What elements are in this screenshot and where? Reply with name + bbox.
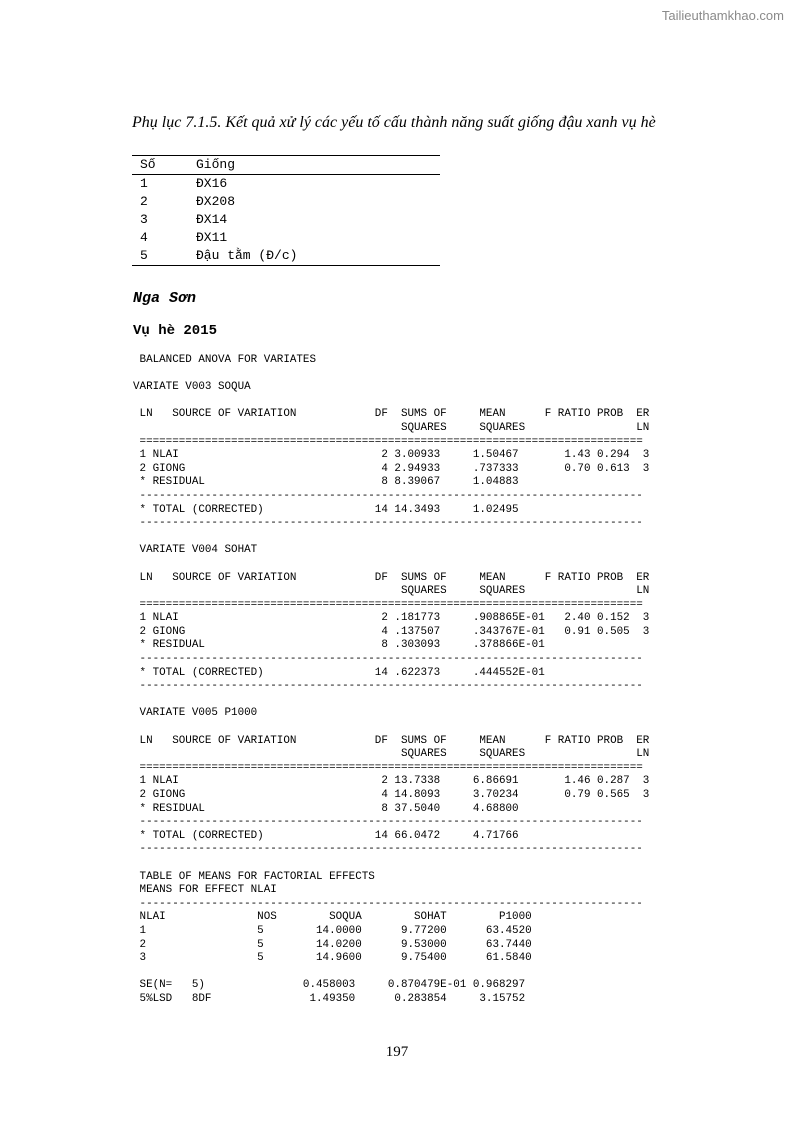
output-line: VARIATE V005 P1000	[133, 707, 258, 720]
row-number: 5	[140, 248, 148, 263]
output-line: 1 NLAI 2 .181773 .908865E-01 2.40 0.152 3	[133, 612, 650, 625]
output-line: LN SOURCE OF VARIATION DF SUMS OF MEAN F RATIO PROB ER	[133, 408, 650, 421]
table-row	[132, 229, 440, 247]
watermark: Tailieuthamkhao.com	[661, 8, 784, 23]
location-heading: Nga Sơn	[133, 290, 197, 307]
output-line: -----------------------------------------------------------------------------	[133, 816, 643, 829]
output-line: -----------------------------------------------------------------------------	[133, 843, 643, 856]
output-line: 1 NLAI 2 3.00933 1.50467 1.43 0.294 3	[133, 449, 650, 462]
output-line: -----------------------------------------------------------------------------	[133, 489, 643, 502]
output-line: =============================================================================	[133, 435, 643, 448]
output-line: LN SOURCE OF VARIATION DF SUMS OF MEAN F RATIO PROB ER	[133, 734, 650, 747]
row-variety: ĐX11	[196, 230, 228, 245]
output-line: -----------------------------------------------------------------------------	[133, 517, 643, 530]
output-line: 5%LSD 8DF 1.49350 0.283854 3.15752	[133, 992, 526, 1005]
season-heading: Vụ hè 2015	[133, 323, 218, 339]
row-variety: ĐX14	[196, 212, 228, 227]
output-line: 3 5 14.9600 9.75400 61.5840	[133, 952, 532, 965]
output-line: * TOTAL (CORRECTED) 14 14.3493 1.02495	[133, 503, 519, 516]
output-line: * TOTAL (CORRECTED) 14 .622373 .444552E-01	[133, 666, 545, 679]
output-line: BALANCED ANOVA FOR VARIATES	[133, 354, 316, 366]
row-number: 4	[140, 230, 148, 245]
row-variety: ĐX16	[196, 176, 228, 191]
output-line: 2 GIONG 4 2.94933 .737333 0.70 0.613 3	[133, 462, 650, 475]
row-variety: Đậu tằm (Đ/c)	[196, 248, 298, 263]
output-line: 2 GIONG 4 14.8093 3.70234 0.79 0.565 3	[133, 789, 650, 801]
appendix-caption: Phụ lục 7.1.5. Kết quả xử lý các yếu tố cấu thành năng suất giống đậu xanh vụ hè	[132, 114, 656, 131]
header-variety: Giống	[196, 157, 236, 172]
output-line: * RESIDUAL 8 8.39067 1.04883	[133, 476, 519, 489]
output-line: SE(N= 5) 0.458003 0.870479E-01 0.968297	[133, 979, 526, 992]
anova-output	[133, 354, 649, 1007]
output-line: * TOTAL (CORRECTED) 14 66.0472 4.71766	[133, 829, 519, 842]
output-line: -----------------------------------------------------------------------------	[133, 680, 643, 693]
output-line: NLAI NOS SOQUA SOHAT P1000	[133, 911, 532, 924]
table-row	[132, 175, 440, 194]
output-line: -----------------------------------------------------------------------------	[133, 653, 643, 666]
output-line: 1 NLAI 2 13.7338 6.86691 1.46 0.287 3	[133, 775, 650, 788]
header-number: Số	[140, 157, 156, 172]
table-row	[132, 247, 440, 266]
variety-table	[132, 155, 440, 266]
output-line: LN SOURCE OF VARIATION DF SUMS OF MEAN F RATIO PROB ER	[133, 571, 650, 584]
output-line: 2 GIONG 4 .137507 .343767E-01 0.91 0.505 3	[133, 625, 650, 638]
row-number: 1	[140, 176, 148, 191]
output-line: VARIATE V004 SOHAT	[133, 544, 258, 557]
output-line: TABLE OF MEANS FOR FACTORIAL EFFECTS	[133, 870, 375, 883]
output-line: VARIATE V003 SOQUA	[133, 381, 251, 394]
output-line: -----------------------------------------------------------------------------	[133, 897, 643, 910]
row-number: 3	[140, 212, 148, 227]
row-variety: ĐX208	[196, 194, 236, 209]
output-line: =============================================================================	[133, 761, 643, 774]
variety-table-header	[132, 156, 440, 175]
table-row	[132, 193, 440, 211]
output-line: * RESIDUAL 8 .303093 .378866E-01	[133, 639, 545, 652]
output-line: SQUARES SQUARES LN	[133, 421, 650, 434]
page-number: 197	[385, 1044, 409, 1060]
output-line: SQUARES SQUARES LN	[133, 585, 650, 598]
row-number: 2	[140, 194, 148, 209]
output-line: 2 5 14.0200 9.53000 63.7440	[133, 938, 532, 951]
output-line: =============================================================================	[133, 598, 643, 611]
table-row	[132, 211, 440, 229]
output-line: MEANS FOR EFFECT NLAI	[133, 884, 277, 897]
output-line: SQUARES SQUARES LN	[133, 748, 650, 761]
output-line: * RESIDUAL 8 37.5040 4.68800	[133, 802, 519, 815]
output-line: 1 5 14.0000 9.77200 63.4520	[133, 924, 532, 937]
